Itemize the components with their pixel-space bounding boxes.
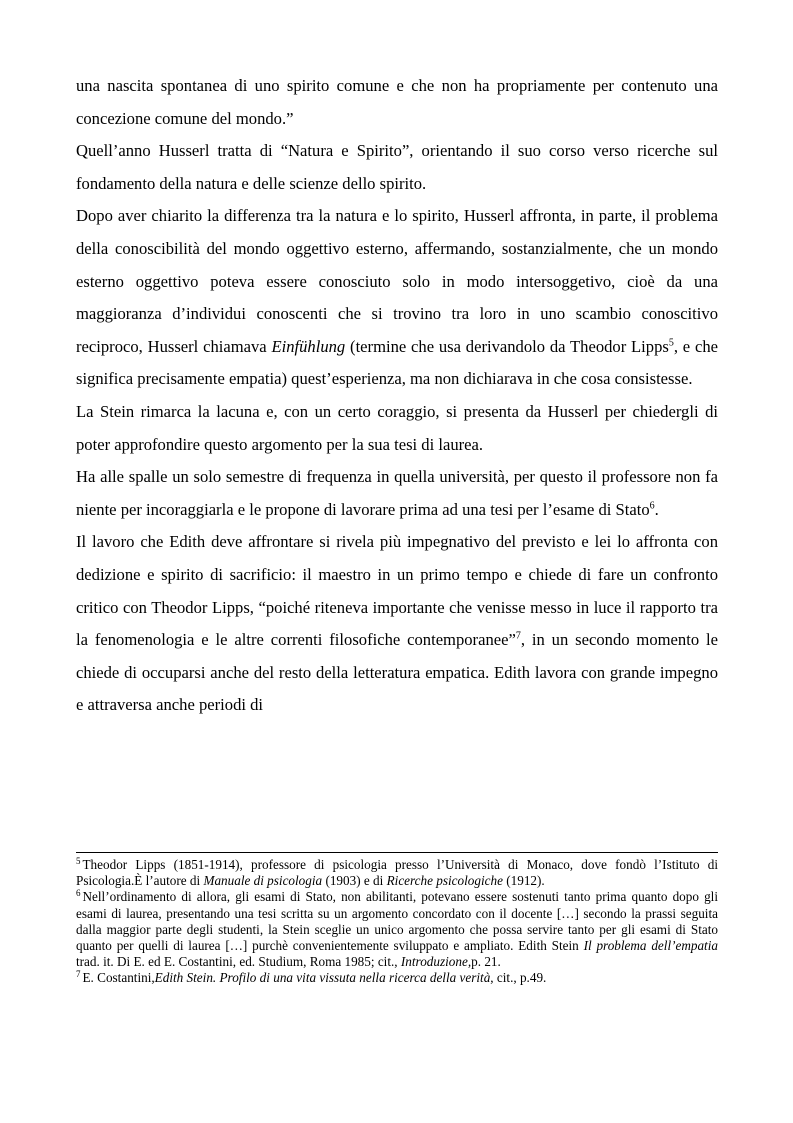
footnote-number: 6 — [76, 888, 81, 899]
footnote-separator — [76, 852, 718, 853]
footnote-text: Theodor Lipps (1851-1914), professore di psicologia presso l’Università di Monaco, dove fondò l’Istituto di Psicologia.È l’autore di — [76, 857, 718, 889]
paragraph-text: , e che significa precisamente empatia) quest’esperienza, ma non dichiarava in che cosa consistesse. — [76, 336, 718, 389]
paragraph-text: una nascita spontanea di uno spirito comune e che non ha propriamente per contenuto una concezione comune del mondo.” — [76, 76, 718, 128]
footnote-text: (1912). — [502, 873, 545, 889]
footnote-5 — [76, 857, 718, 889]
body-text — [76, 70, 718, 722]
paragraph-text: . — [654, 499, 659, 519]
document-page — [76, 70, 718, 722]
paragraph-5 — [76, 461, 718, 526]
paragraph-text: , in un secondo momento le chiede di occuparsi anche del resto della letteratura empatica. Edith lavora con grande impegno e attraversa anche periodi di — [76, 630, 718, 715]
footnote-number: 7 — [76, 969, 81, 980]
paragraph-text: La Stein rimarca la lacuna e, con un certo coraggio, si presenta da Husserl per chiedergli di poter approfondire questo argomento per la sua tesi di laurea. — [76, 401, 718, 454]
footnotes-section — [76, 852, 718, 987]
footnote-number: 5 — [76, 855, 81, 866]
footnote-italic: Edith Stein. Profilo di una vita vissuta nella ricerca della verità — [154, 970, 491, 986]
paragraph-2 — [76, 135, 718, 200]
paragraph-text: Dopo aver chiarito la differenza tra la natura e lo spirito, Husserl affronta, in parte, il problema della conoscibilità del mondo oggettivo esterno, affermando, sostanzialmente, che un mondo esterno oggettivo poteva essere conosciuto solo in modo intersoggetivo, cioè da una maggioranza d’individui conoscenti che si trovino tra loro in uno scambio conoscitivo reciproco, Husserl chiamava — [76, 206, 718, 356]
paragraph-text: Ha alle spalle un solo semestre di frequenza in quella università, per questo il professore non fa niente per incoraggiarla e le propone di lavorare prima ad una tesi per l’esame di Stato — [76, 467, 718, 519]
paragraph-text: Quell’anno Husserl tratta di “Natura e Spirito”, orientando il suo corso verso ricerche sul fondamento della natura e delle scienze dello spirito. — [76, 141, 718, 193]
paragraph-3 — [76, 200, 718, 396]
paragraph-text: (termine che usa derivandolo da Theodor Lipps — [345, 336, 669, 356]
paragraph-6 — [76, 526, 718, 722]
footnote-ref-5[interactable]: 5 — [668, 337, 674, 349]
footnote-ref-7[interactable]: 7 — [515, 630, 521, 642]
footnote-text: (1903) e di — [322, 873, 387, 889]
footnote-italic: Il problema dell’empatia — [583, 938, 718, 954]
footnote-text: Nell’ordinamento di allora, gli esami di Stato, non abilitanti, potevano essere sostenuti tanto prima quanto dopo gli esami di laurea, presentando una tesi scritta su un argomento concordato con il docente […] secondo la prassi seguita dalla maggior parte degli studenti, la Stein sceglie un unico argomento che possa servire tanto per gli esami di Stato quanto per quelli di laurea […] purchè convenientemente sviluppato e ampliato. Edith Stein — [76, 889, 718, 954]
footnote-text: trad. it. Di E. ed E. Costantini, ed. Studium, Roma 1985; cit., — [76, 954, 401, 970]
paragraph-text: Il lavoro che Edith deve affrontare si rivela più impegnativo del previsto e lei lo affronta con dedizione e spirito di sacrificio: il maestro in un primo tempo e chiede di fare un confronto critico con Theodor Lipps, “poiché riteneva importante che venisse messo in luce il rapporto tra la fenomenologia e le altre correnti filosofiche contemporanee” — [76, 532, 718, 650]
italic-term: Einfühlung — [271, 336, 346, 356]
footnote-7 — [76, 970, 718, 986]
footnote-italic: Manuale di psicologia — [203, 873, 323, 889]
footnote-italic: Ricerche psicologiche — [386, 873, 503, 889]
footnote-text: E. Costantini, — [82, 970, 155, 986]
footnote-text: p. 21. — [471, 954, 501, 970]
footnote-6 — [76, 889, 718, 970]
paragraph-1 — [76, 70, 718, 135]
paragraph-4 — [76, 396, 718, 461]
footnote-italic: Introduzione, — [400, 954, 472, 970]
footnote-ref-6[interactable]: 6 — [649, 500, 655, 512]
footnote-text: , cit., p.49. — [490, 970, 547, 986]
